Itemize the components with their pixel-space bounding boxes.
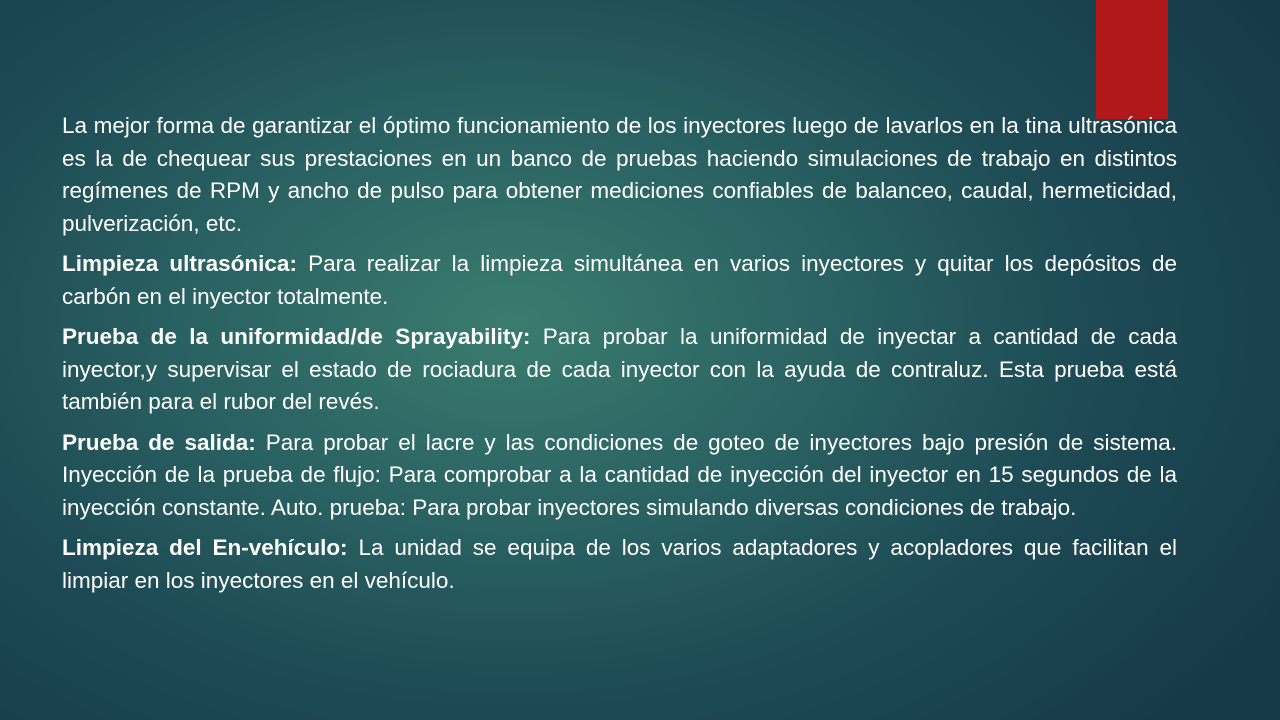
- paragraph-text: Para probar la uniformidad de inyectar a cantidad de cada inyector,y supervisar el estado de rociadura de cada inyector con la ayuda de contraluz. Esta prueba está también para el rubor del revés.: [62, 324, 1177, 414]
- paragraph-text: La unidad se equipa de los varios adaptadores y acopladores que facilitan el limpiar en los inyectores en el vehículo.: [62, 535, 1178, 593]
- paragraph-intro: [62, 110, 1177, 240]
- paragraph-in-vehicle-cleaning: [62, 532, 1177, 597]
- slide-body: [62, 110, 1177, 605]
- paragraph-output-test: [62, 427, 1177, 525]
- paragraph-label: Prueba de la uniformidad/de Sprayability:: [62, 324, 531, 349]
- paragraph-intro-text: La mejor forma de garantizar el óptimo funcionamiento de los inyectores luego de lavarlos en la tina ultrasónica es la de chequear sus prestaciones en un banco de pruebas haciendo simulaciones de trabajo en distintos regímenes de RPM y ancho de pulso para obtener mediciones confiables de balanceo, caudal, hermeticidad, pulverización, etc.: [62, 113, 1177, 236]
- paragraph-label: Limpieza del En-vehículo:: [62, 535, 348, 560]
- paragraph-uniformity-test: [62, 321, 1177, 419]
- paragraph-label: Limpieza ultrasónica:: [62, 251, 297, 276]
- accent-bar: [1096, 0, 1168, 119]
- paragraph-label: Prueba de salida:: [62, 429, 256, 455]
- paragraph-text: Para probar el lacre y las condiciones de goteo de inyectores bajo presión de sistema. Inyección de la prueba de flujo: Para comprobar a la cantidad de inyección del inyector en 15 segundos de la inyección constante. Auto. prueba: Para probar inyectores simulando diversas condiciones de trabajo.: [62, 429, 1177, 520]
- paragraph-ultrasonic-cleaning: [62, 248, 1177, 313]
- paragraph-text: Para realizar la limpieza simultánea en varios inyectores y quitar los depósitos de carbón en el inyector totalmente.: [62, 251, 1177, 309]
